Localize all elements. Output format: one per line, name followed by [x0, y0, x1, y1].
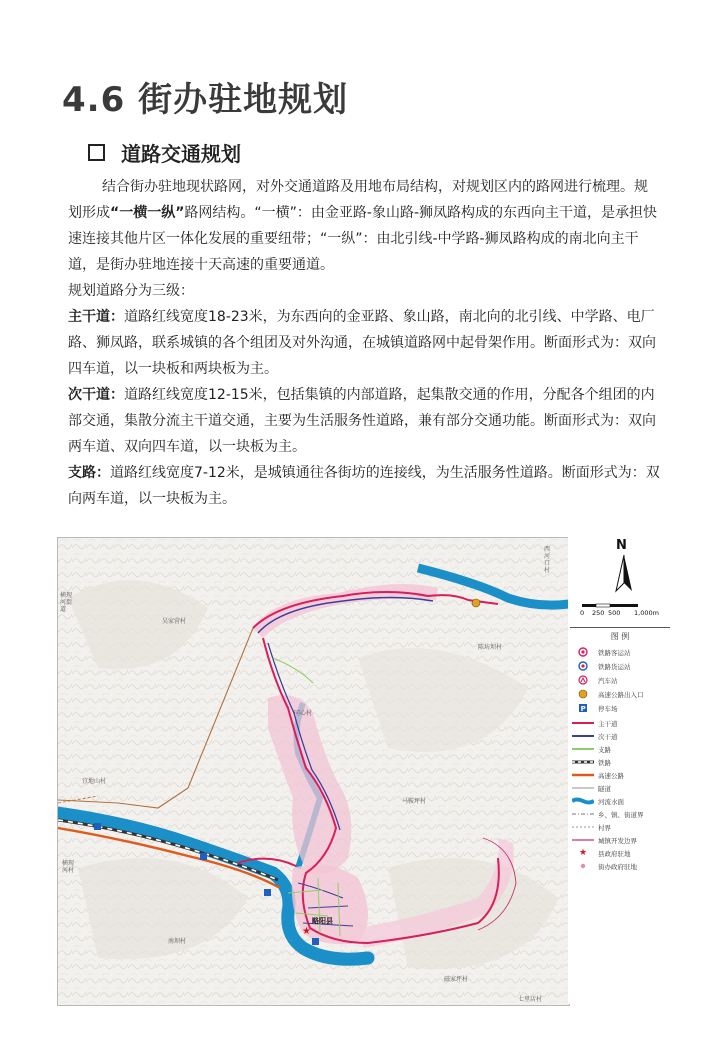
- dev-boundary-swatch: [572, 835, 594, 845]
- legend-divider: [570, 627, 670, 628]
- main-road-text: 道路红线宽度18-23米，为东西向的金亚路、象山路，南北向的北引线、中学路、电厂路、狮凤路，联系城镇的各个组团及对外沟通，在城镇道路网中起骨架作用。断面形式为：双向四车道，以一块板和两块板为主。: [68, 309, 656, 377]
- village-boundary-swatch: [572, 822, 594, 832]
- legend-item: [572, 822, 611, 832]
- branch-road-text: 道路红线宽度7-12米，是城镇通往各街坊的连接线，为生活服务性道路。断面形式为：双向两车道，以一块板为主。: [68, 465, 660, 507]
- legend-item: [572, 809, 644, 819]
- legend-label: 铁路: [598, 758, 611, 767]
- legend-item: [572, 848, 631, 858]
- section-heading: [88, 138, 241, 167]
- main-road-swatch: [572, 718, 594, 728]
- legend-label: 县政府驻地: [598, 849, 631, 858]
- legend-item: [572, 770, 624, 780]
- village-label: 西河口村: [544, 546, 551, 574]
- legend-item: [572, 661, 631, 671]
- village-label: 横现河村: [62, 860, 75, 874]
- legend-item: [572, 718, 618, 728]
- intro-emphasis: “一横一纵”: [110, 205, 185, 221]
- village-label: 陈坊坝村: [478, 644, 503, 651]
- rail-freight-station-icon: [572, 661, 594, 671]
- legend-item: [572, 835, 637, 845]
- legend-label: 铁路客运站: [598, 648, 631, 657]
- village-label: 磁家坪村: [444, 976, 469, 983]
- intro-text-c: 路网结构。“一横”：由金亚路-象山路-狮凤路构成的东西向主干道，是承担快速连接其他片区一体化发展的重要纽带；“一纵”：由北引线-中学路-狮凤路构成的南北向主干道，是街办驻地连接十天高速的重要通道。: [68, 205, 658, 273]
- map-legend: [568, 537, 672, 1004]
- legend-item: [572, 861, 637, 871]
- legend-label: 汽车站: [598, 676, 618, 685]
- paragraph-intro: [68, 174, 660, 278]
- legend-item: [572, 744, 611, 754]
- parking-icon: [572, 703, 594, 713]
- town-label: 略阳县: [312, 917, 333, 925]
- village-label: 南坝村: [168, 938, 187, 945]
- legend-label: 高速公路: [598, 771, 624, 780]
- map-canvas: [58, 538, 569, 1005]
- railway-swatch: [572, 757, 594, 767]
- section-heading-text: 道路交通规划: [121, 142, 241, 166]
- svg-text:★: ★: [302, 926, 311, 937]
- village-label: 宜地山村: [82, 778, 107, 785]
- legend-item: [572, 647, 631, 657]
- legend-label: 街办政府驻地: [598, 862, 637, 871]
- subdistrict-office-icon: [572, 861, 594, 871]
- legend-label: 高速公路出入口: [598, 690, 644, 699]
- village-label: 七里店村: [518, 996, 543, 1003]
- intro-text-a: 结合街办驻地现状路网，对外交通道路及用地布局结构，对规划区内的路网进行梳理。规划形成: [68, 179, 648, 221]
- legend-label: 河流水面: [598, 797, 624, 806]
- legend-label: 支路: [598, 745, 611, 754]
- tunnel-swatch: [572, 783, 594, 793]
- legend-item: [572, 783, 611, 793]
- star-icon: ★: [578, 848, 588, 858]
- township-boundary-swatch: [572, 809, 594, 819]
- paragraph-levels: 规划道路分为三级：: [68, 283, 194, 299]
- legend-label: 主干道: [598, 719, 618, 728]
- body-text: [68, 174, 660, 512]
- legend-title: 图 例: [610, 632, 630, 641]
- legend-label: 城镇开发边界: [598, 836, 637, 845]
- paragraph-main-road: [68, 304, 660, 382]
- branch-road-swatch: [572, 744, 594, 754]
- north-label: N: [616, 538, 627, 553]
- legend-item: [572, 796, 624, 806]
- legend-item: [572, 757, 611, 767]
- svg-text:P: P: [580, 705, 586, 713]
- legend-item: [572, 675, 618, 685]
- scale-label: 1,000m: [634, 609, 659, 617]
- legend-item: [572, 689, 644, 699]
- village-label: 吴家营村: [162, 618, 187, 625]
- legend-label: 乡、镇、街道界: [598, 810, 644, 819]
- main-road-label: 主干道：: [68, 309, 124, 325]
- village-label: 同心村: [294, 710, 313, 717]
- highway-entrance-icon: [572, 689, 594, 699]
- legend-label: 村界: [598, 823, 611, 832]
- page-title: 4.6 街办驻地规划: [62, 80, 349, 120]
- secondary-road-label: 次干道：: [68, 387, 124, 403]
- paragraph-secondary-road: [68, 382, 660, 460]
- village-label: 横现河街道: [60, 592, 73, 613]
- legend-label: 次干道: [598, 732, 618, 741]
- scale-label: 500: [608, 609, 621, 617]
- rail-passenger-station-icon: [572, 647, 594, 657]
- legend-label: 隧道: [598, 784, 611, 793]
- road-plan-map: [57, 537, 570, 1006]
- scale-label: 250: [592, 609, 605, 617]
- river-swatch: [572, 796, 594, 806]
- legend-item: [572, 731, 618, 741]
- branch-road-label: 支路：: [68, 465, 110, 481]
- highway-swatch: [572, 770, 594, 780]
- scale-label: 0: [580, 609, 585, 617]
- secondary-road-swatch: [572, 731, 594, 741]
- checkbox-icon: [88, 144, 105, 161]
- village-label: 马鞍坪村: [402, 798, 427, 805]
- legend-label: 铁路货运站: [598, 662, 631, 671]
- bus-station-icon: [572, 675, 594, 685]
- legend-label: 停车场: [598, 704, 618, 713]
- legend-item: [572, 703, 618, 713]
- secondary-road-text: 道路红线宽度12-15米，包括集镇的内部道路，起集散交通的作用，分配各个组团的内部交通，集散分流主干道交通，主要为生活服务性道路，兼有部分交通功能。断面形式为：双向两车道、双向四车道，以一块板为主。: [68, 387, 656, 455]
- paragraph-branch-road: [68, 460, 660, 512]
